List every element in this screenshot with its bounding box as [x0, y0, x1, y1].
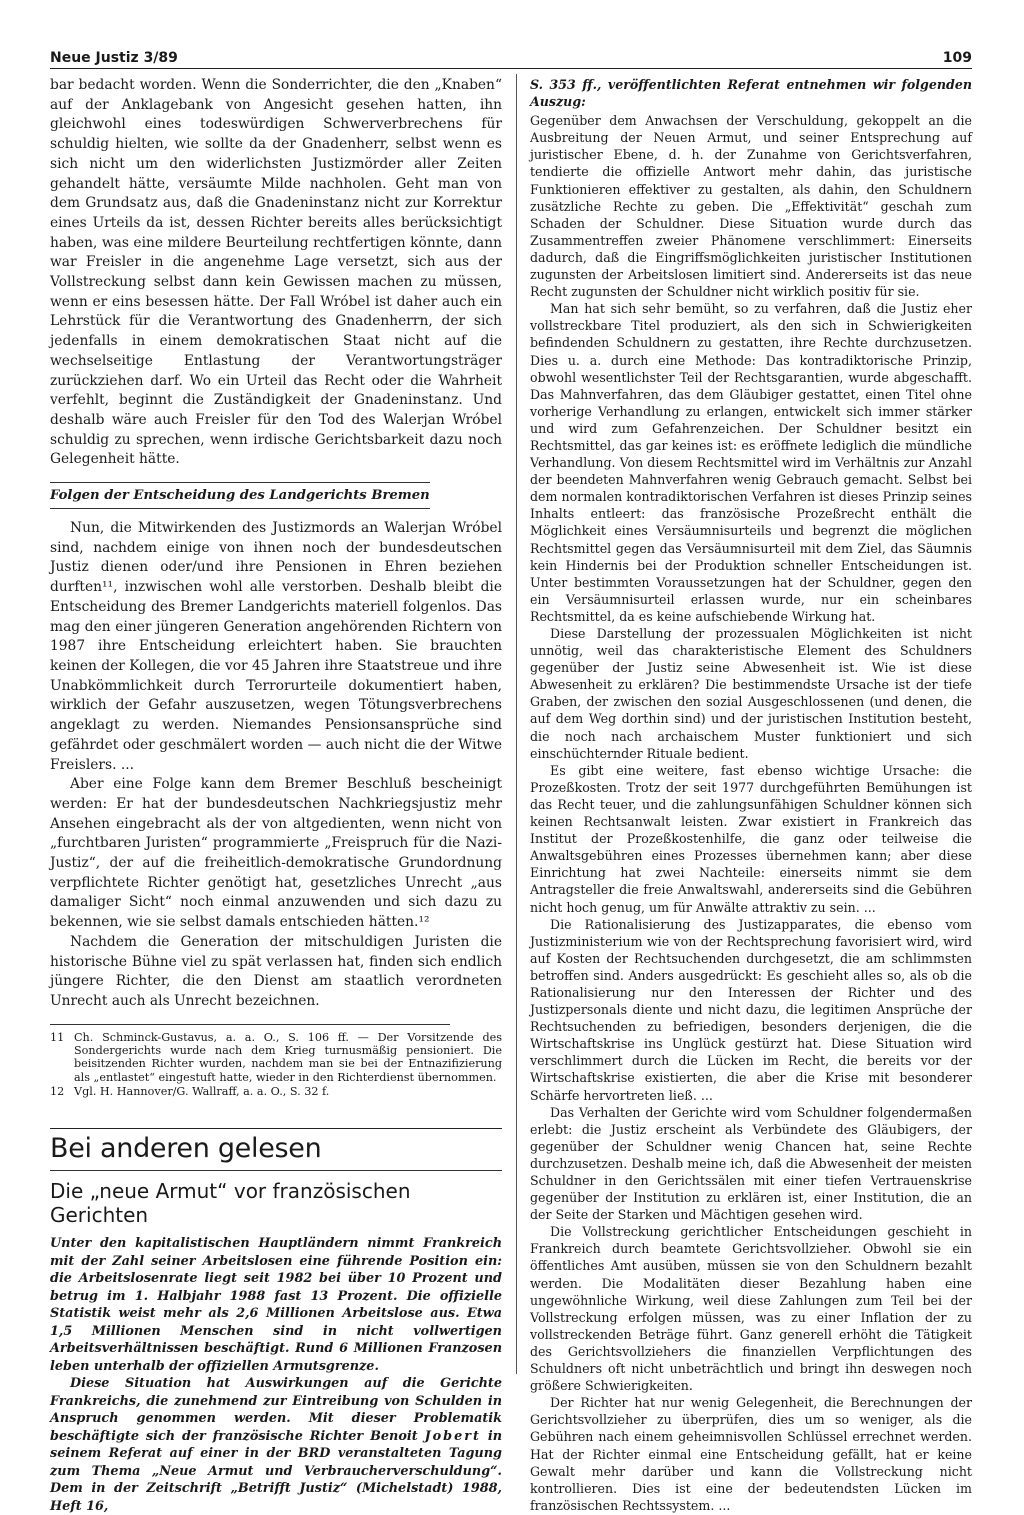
paragraph: Nachdem die Generation der mitschuldigen Juristen die historische Bühne viel zu spät verlassen hat, finden sich endlich jüngere Richter, die den Dienst am staatlich verordneten Unrecht auch als Unrecht bezeichnen. — [50, 933, 502, 1009]
footnote-number: 11 — [50, 1030, 65, 1044]
author-name: Jobert — [424, 1428, 481, 1444]
left-body-mid — [50, 519, 502, 1012]
journal-issue: Neue Justiz 3/89 — [50, 50, 178, 66]
footnote-number: 12 — [50, 1084, 65, 1098]
running-header — [50, 40, 972, 69]
intro-paragraph: Unter den kapitalistischen Hauptländern nimmt Frankreich mit der Zahl seiner Arbeitslosen eine führende Position ein: die Arbeitslosenrate liegt seit 1982 bei über 10 Prozent und betrug im 1. Halbjahr 1988 fast 13 Prozent. Die offizielle Statistik weist mehr als 2,6 Millionen Arbeitslose aus. Etwa 1,5 Millionen Menschen sind in nicht vollwertigen Arbeitsverhältnissen beschäftigt. Rund 6 Millionen Franzosen leben unterhalb der offiziellen Armutsgrenze. — [50, 1236, 502, 1374]
footnote-text: Vgl. H. Hannover/G. Wallraff, a. a. O., S. 32 f. — [74, 1084, 330, 1098]
right-body — [530, 76, 972, 1514]
section-title: Bei anderen gelesen — [50, 1133, 322, 1165]
paragraph: Das Verhalten der Gerichte wird vom Schuldner folgendermaßen erlebt: die Justiz erscheint als Verbündete des Gläubigers, der gegenüber der Schuldner wenig Chancen hat, seine Rechte durchzusetzen. Deshalb meine ich, daß die Abwesenheit der meisten Schuldner in den Gerichtssälen mit einer tiefen Vertrauenskrise gegenüber der Institution zu erklären ist, einer Institution, die an der Seite der Starken und Mächtigen gesehen wird. — [530, 1104, 972, 1223]
paragraph: Der Richter hat nur wenig Gelegenheit, die Berechnungen der Gerichtsvollzieher zu überprüfen, dies um so weniger, als die Gebühren nach einem geheimnisvollen Schlüssel errechnet werden. Hat der Richter einmal eine Entscheidung gefällt, hat er keine Gewalt mehr darüber und kann die Vollstreckung nicht kontrollieren. Dies ist eine der bedeutendsten Lücken im französischen Rechtssystem. ... — [530, 1395, 972, 1513]
right-column — [530, 76, 972, 1513]
footnote-text: Ch. Schminck-Gustavus, a. a. O., S. 106 ff. — Der Vorsitzende des Sondergerichts wurde nach dem Krieg turnusmäßig pensioniert. Die beisitzenden Richter wurden, nachdem man sie bei der Entnazifizierung als „entlastet“ eingestuft hatte, wieder in den Richterdienst übernommen. — [74, 1030, 502, 1084]
section-rule — [50, 1128, 502, 1129]
section-rule-thin — [50, 1170, 502, 1171]
footnote — [50, 1085, 502, 1098]
column-divider — [516, 74, 517, 1374]
article-intro — [50, 1235, 502, 1515]
paragraph: Man hat sich sehr bemüht, so zu verfahren, daß die Justiz eher vollstreckbare Titel produziert, als den sich in Schwierigkeiten befindenden Schuldnern zu gestatten, ihre Rechte durchzusetzen. Dies u. a. durch eine Methode: Das kontradiktorische Prinzip, obwohl wesentlichster Teil der Rechtsgarantien, wurde abgeschafft. Das Mahnverfahren, das dem Gläubiger gestattet, einen Titel ohne vorherige Verhandlung zu erlangen, entwickelt sich immer stärker und wird zum Gefahrenzeichen. Der Schuldner besitzt ein Rechtsmittel, das gar keines ist: es eröffnete lediglich die mündliche Verhandlung. Von diesem Rechtsmittel wird im Verhältnis zur Anzahl der beendeten Mahnverfahren wenig Gebrauch gemacht. Selbst bei dem normalen kontradiktorischen Verfahren ist dieses Prinzip seines Inhalts entleert: das französische Prozeßrecht enthält die Möglichkeit eines Versäumnisurteils und begrenzt die möglichen Rechtsmittel gegen das Versäumnisurteil mit dem Ziel, das Säumnis kein Hindernis bei der Produktion schneller Entscheidungen ist. Unter bestimmten Voraussetzungen hat der Schuldner, gegen den ein Versäumnisurteil erlassen wurde, nur ein scheinbares Rechtsmittel, da es keine aufschiebende Wirkung hat. — [530, 301, 972, 624]
page-number: 109 — [942, 50, 972, 66]
paragraph: Die Vollstreckung gerichtlicher Entscheidungen geschieht in Frankreich durch beamtete Gerichtsvollzieher. Obwohl sie ein öffentliches Amt ausüben, müssen sie von den Schuldnern bezahlt werden. Die Modalitäten dieser Bezahlung haben eine ungewöhnliche Wirkung, weil diese Zahlungen zum Teil bei der Vollstreckung erfolgen müssen, was zu einer Inflation der zu vollstreckenden Beträge führt. Ganz generell erhöht die Tätigkeit des Gerichtsvollziehers die finanziellen Verpflichtungen des Schuldners oft nicht unbeträchtlich und bringt ihn deswegen noch größere Schwierigkeiten. — [530, 1224, 972, 1394]
paragraph: Es gibt eine weitere, fast ebenso wichtige Ursache: die Prozeßkosten. Trotz der seit 1977 durchgeführten Bemühungen ist das Recht teuer, und die zahlungsunfähigen Schuldner können sich keinen Rechtsanwalt leisten. Zwar existiert in Frankreich das Institut der Prozeßkostenhilfe, die ganz oder teilweise die Anwaltsgebühren eines Prozesses übernehmen kann; aber diese Einrichtung hat zwei Nachteile: einerseits nimmt sie dem Antragsteller die freie Anwaltswahl, andererseits sind die Gebühren nicht hoch genug, um für Anwälte attraktiv zu sein. ... — [530, 762, 972, 915]
footnote-rule — [50, 1024, 450, 1025]
paragraph: bar bedacht worden. Wenn die Sonderrichter, die den „Knaben“ auf der Anklagebank von Angesicht gesehen hatten, ihn gleichwohl eines todeswürdigen Schwerverbrechens für schuldig hielten, wie sollte da der Gnadenherr, selbst wenn es sich nicht um den widerlichsten Justizmörder aller Zeiten gehandelt hätte, versäumte Milde nachholen. Geht man von dem Grundsatz aus, daß die Gnadeninstanz nicht zur Korrektur eines Urteils da ist, dessen Richter bereits alles berücksichtigt haben, was eine mildere Beurteilung rechtfertigen könnte, dann war Freisler in die angenehme Lage versetzt, sich aus der Vollstreckung selbst dann kein Gewissen machen zu müssen, wenn er eins besessen hätte. Der Fall Wróbel ist daher auch ein Lehrstück für die Verantwortung des Gnadenherrn, der sich jedenfalls in einem demokratischen Staat nicht auf die wechselseitige Entlastung der Verantwortungsträger zurückziehen darf. Wo ein Urteil das Recht oder die Wahrheit verfehlt, beginnt die Zuständigkeit der Gnadeninstanz. Und deshalb wäre auch Freisler für den Tod des Walerjan Wróbel schuldig zu sprechen, wenn irdische Gerichtsbarkeit dazu noch Gelegenheit hätte. — [50, 77, 502, 468]
article-title: Die „neue Armut“ vor französischen Gerichten — [50, 1179, 411, 1228]
excerpt-lead: S. 353 ff., veröffentlichten Referat entnehmen wir folgenden Auszug: — [530, 77, 972, 110]
subheading: Folgen der Entscheidung des Landgerichts Bremen — [50, 482, 430, 509]
intro-paragraph: Diese Situation hat Auswirkungen auf die Gerichte Frankreichs, die zunehmend zur Eintreibung von Schulden in Anspruch genommen werden. Mit dieser Problematik beschäftigte sich der französische Richter Benoit Jobert in seinem Referat auf einer in der BRD veranstalteten Tagung zum Thema „Neue Armut und Verbraucherverschuldung“. Dem in der Zeitschrift „Betrifft Justiz“ (Michelstadt) 1988, Heft 16, — [50, 1376, 503, 1514]
paragraph: Nun, die Mitwirkenden des Justizmords an Walerjan Wróbel sind, nachdem einige von ihnen noch der bundesdeutschen Justiz dienen oder/und ihre Pensionen in Ehren beziehen durften¹¹, inzwischen wohl alle verstorben. Deshalb bleibt die Entscheidung des Bremer Landgerichts materiell folgenlos. Das mag den einer jüngeren Generation angehörenden Richtern von 1987 ihre Entscheidung erleichtert haben. Sie brauchten keinen der Kollegen, die vor 45 Jahren ihre Staatstreue und ihre Unabkömmlichkeit durch Terrorurteile dokumentiert haben, wirklich der Gefahr auszusetzen, wegen Tötungsverbrechens angeklagt zu werden. Niemandes Pensionsansprüche sind gefährdet oder geschmälert worden — auch nicht die der Witwe Freislers. ... — [50, 520, 502, 773]
left-body-top — [50, 76, 502, 470]
left-column — [50, 76, 503, 1514]
paragraph: Aber eine Folge kann dem Bremer Beschluß bescheinigt werden: Er hat der bundesdeutschen Nachkriegsjustiz mehr Ansehen eingebracht als der von altgedienten, wenn nicht von „furchtbaren Juristen“ programmierte „Freispruch für die Nazi-Justiz“, der auf die freiheitlich-demokratische Grundordnung verpflichtete Richter genötigt hat, gesetzliches Unrecht „aus damaliger Sicht“ noch einmal anzuwenden und sich dazu zu bekennen, wie sie selbst damals entschieden hätten.¹² — [50, 776, 502, 931]
paragraph: Diese Darstellung der prozessualen Möglichkeiten ist nicht unnötig, weil das charakteristische Element des Schuldners gegenüber der Justiz seine Abwesenheit ist. Wie ist diese Abwesenheit zu erklären? Die bestimmendste Ursache ist der tiefe Graben, der zwischen den sozial Ausgeschlossenen (und denen, die auf dem Weg dorthin sind) und der juristischen Institution besteht, die noch nach archaischem Muster funktioniert und sich einschüchternder Rituale bedient. — [530, 626, 972, 761]
paragraph: Gegenüber dem Anwachsen der Verschuldung, gekoppelt an die Ausbreitung der Neuen Armut, und seiner Entsprechung auf juristischer Ebene, d. h. der Zunahme von Gerichtsverfahren, tendierte die offizielle Antwort mehr dahin, das juristische Funktionieren effektiver zu gestalten, als dahin, den Schuldnern zusätzliche Rechte zu geben. Die „Effektivität“ geschah zum Schaden der Schuldner. Diese Situation wurde durch das Zusammentreffen zweier Phänomene verschlimmert: Einerseits dadurch, daß die Eingriffsmöglichkeiten juristischer Institutionen zugunsten der Arbeitslosen limitiert sind. Andererseits ist das neue Recht zugunsten der Schuldner nicht wirklich positiv für sie. — [530, 113, 972, 300]
paragraph: Die Rationalisierung des Justizapparates, die ebenso vom Justizministerium wie von der Rechtsprechung favorisiert wird, wird auf Kosten der Rechtsuchenden durchgesetzt, die am schlimmsten betroffen sind. Anders ausgedrückt: Es geschieht alles so, als ob die Rationalisierung nur den Interessen der Richter und des Justizpersonals diente und nicht dazu, die legitimen Ansprüche der Rechtsuchenden zu befriedigen, besonders derjenigen, die die Wirtschaftskrise ins Unglück gestürzt hat. Diese Situation wird verschlimmert durch die Lücken im Recht, die bereits vor der Wirtschaftskrise existierten, die aber die Krise mit besonderer Schärfe hervortreten ließ. ... — [530, 916, 972, 1103]
footnote — [50, 1031, 502, 1084]
